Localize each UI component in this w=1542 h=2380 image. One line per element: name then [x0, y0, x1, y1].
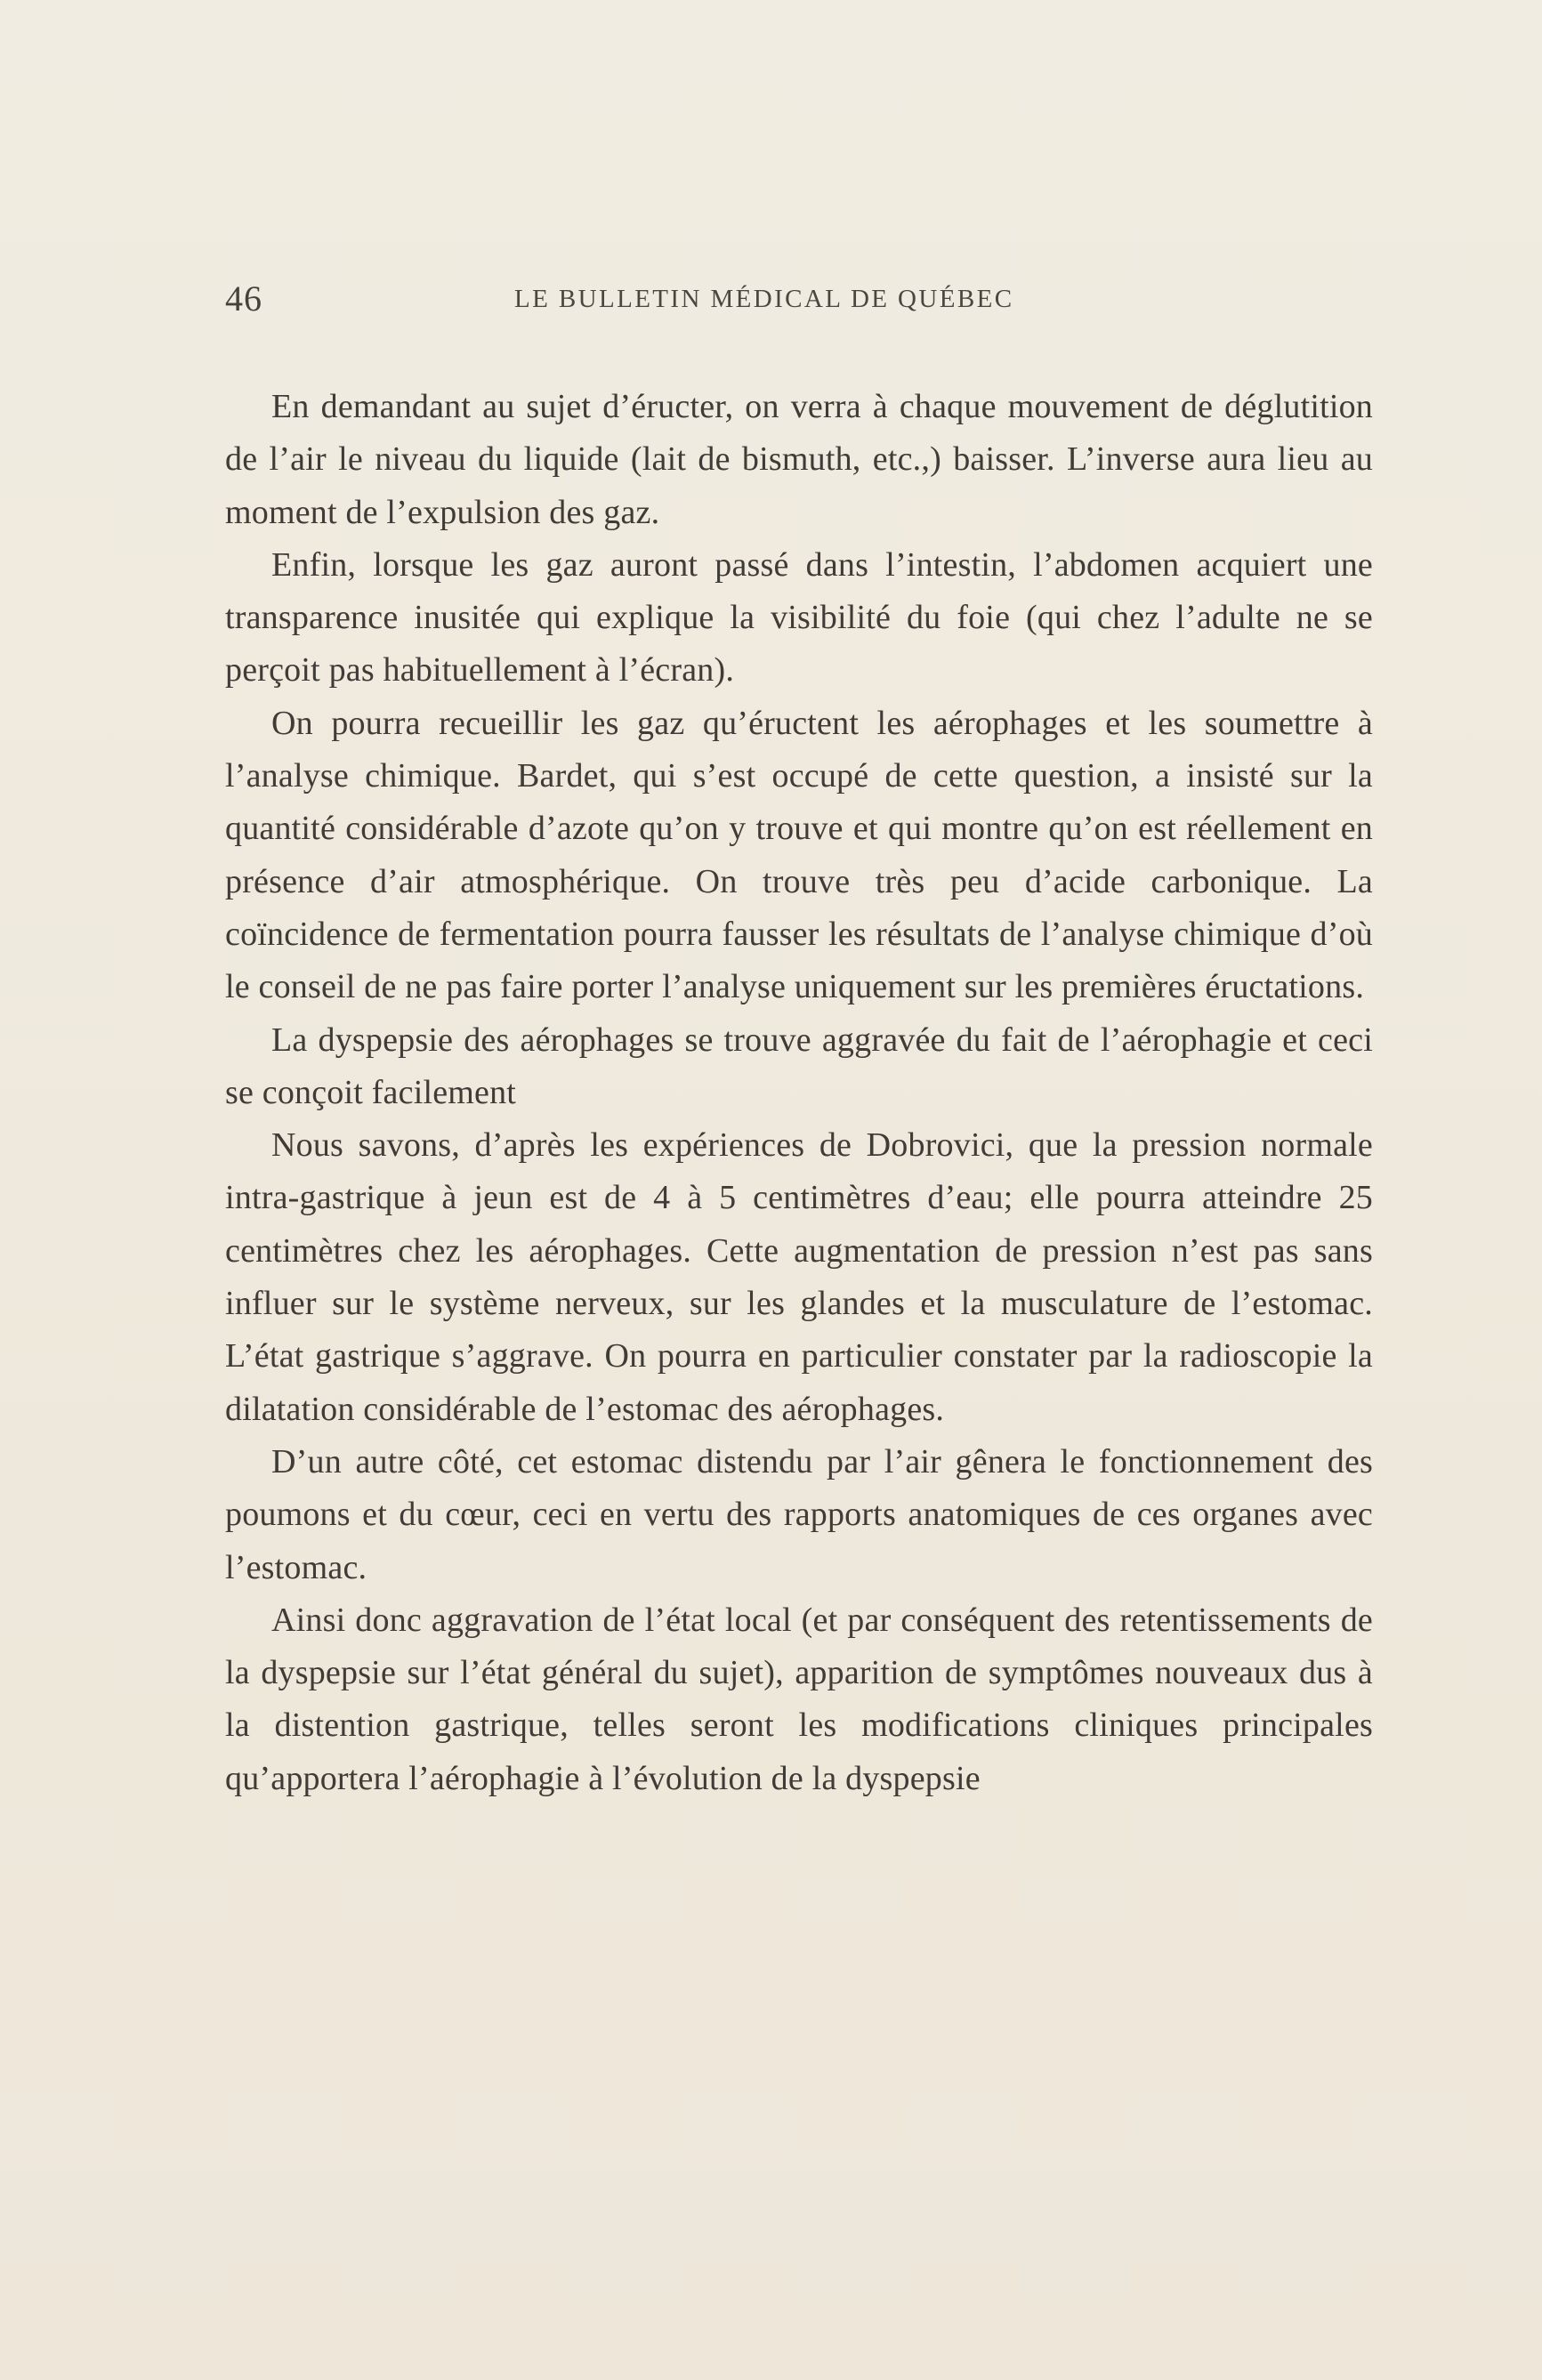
running-title: LE BULLETIN MÉDICAL DE QUÉBEC: [514, 285, 1014, 313]
page-number: 46: [225, 278, 262, 319]
paragraph: En demandant au sujet d’éructer, on verra à chaque mouvement de déglutition de l’air le niveau du liquide (lait de bismuth, etc.,) baisser. L’inverse aura lieu au moment de l’expulsion des gaz.: [225, 388, 1373, 531]
body-text: [225, 381, 1373, 1805]
paragraph: Enfin, lorsque les gaz auront passé dans l’intestin, l’abdomen acquiert une transparence inusitée qui explique la visibilité du foie (qui chez l’adulte ne se perçoit pas habituellement à l’écran).: [225, 545, 1373, 690]
page-header: [225, 278, 1373, 331]
paragraph: On pourra recueillir les gaz qu’éructent les aérophages et les soumettre à l’analyse chimique. Bardet, qui s’est occupé de cette question, a insisté sur la quantité considérable d’azote qu’on y trouve et qui montre qu’on est réellement en présence d’air atmosphérique. On trouve très peu d’acide carbonique. La coïncidence de fermentation pourra fausser les résultats de l’analyse chimique d’où le conseil de ne pas faire porter l’analyse uniquement sur les premières éructations.: [225, 704, 1373, 1006]
paragraph: La dyspepsie des aérophages se trouve aggravée du fait de l’aérophagie et ceci se conçoit facilement: [225, 1021, 1373, 1111]
paragraph: D’un autre côté, cet estomac distendu par l’air gênera le fonctionnement des poumons et du cœur, ceci en vertu des rapports anatomiques de ces organes avec l’estomac.: [225, 1442, 1373, 1586]
paragraph: Ainsi donc aggravation de l’état local (et par conséquent des retentissements de la dyspepsie sur l’état général du sujet), apparition de symptômes nouveaux dus à la distention gastrique, telles seront les modifications cliniques principales qu’apportera l’aérophagie à l’évolution de la dyspepsie: [225, 1601, 1373, 1797]
paragraph: Nous savons, d’après les expériences de Dobrovici, que la pression normale intra-gastrique à jeun est de 4 à 5 centimètres d’eau; elle pourra atteindre 25 centimètres chez les aérophages. Cette augmentation de pression n’est pas sans influer sur le système nerveux, sur les glandes et la musculature de l’estomac. L’état gastrique s’aggrave. On pourra en particulier constater par la radioscopie la dilatation considérable de l’estomac des aérophages.: [225, 1126, 1373, 1428]
